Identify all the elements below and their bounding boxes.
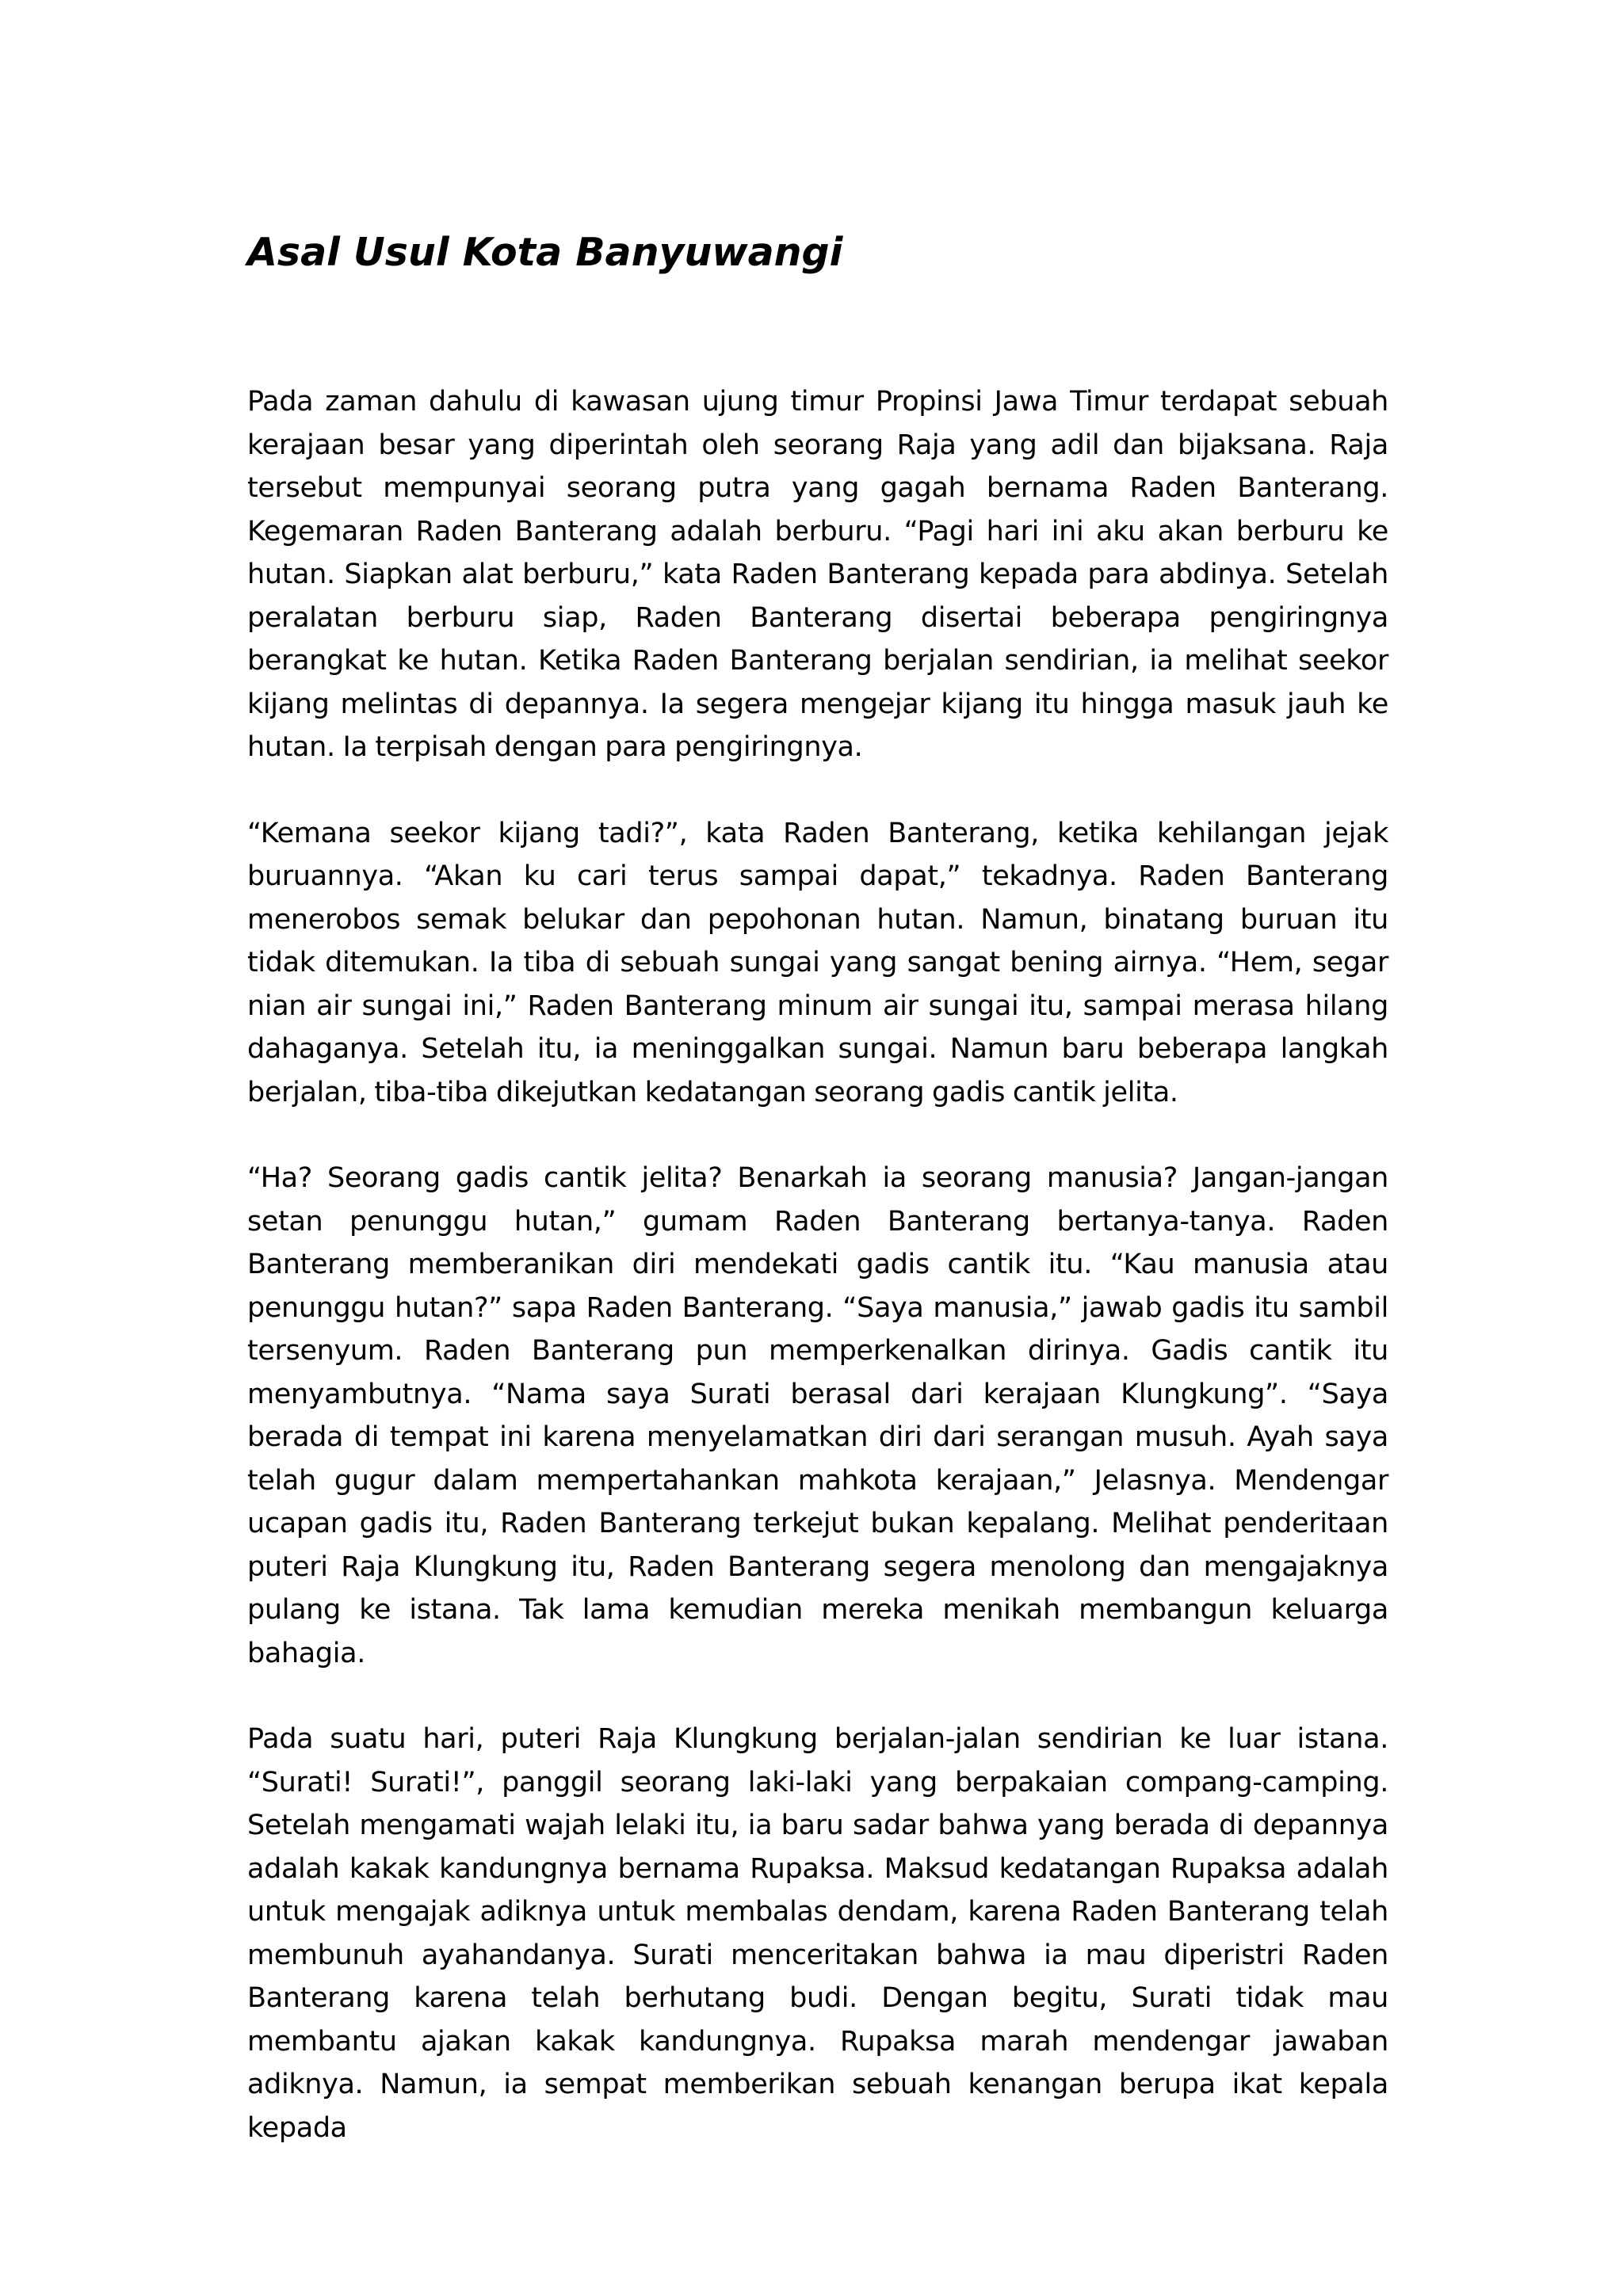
document-title: Asal Usul Kota Banyuwangi (247, 230, 843, 275)
paragraph-3: “Ha? Seorang gadis cantik jelita? Benarkah ia seorang manusia? Jangan-jangan setan penunggu hutan,” gumam Raden Banterang bertanya-tanya. Raden Banterang memberanikan diri mendekati gadis cantik itu. “Kau manusia atau penunggu hutan?” sapa Raden Banterang. “Saya manusia,” jawab gadis itu sambil tersenyum. Raden Banterang pun memperkenalkan dirinya. Gadis cantik itu menyambutnya. “Nama saya Surati berasal dari kerajaan Klungkung”. “Saya berada di tempat ini karena menyelamatkan diri dari serangan musuh. Ayah saya telah gugur dalam mempertahankan mahkota kerajaan,” Jelasnya. Mendengar ucapan gadis itu, Raden Banterang terkejut bukan kepalang. Melihat penderitaan puteri Raja Klungkung itu, Raden Banterang segera menolong dan mengajaknya pulang ke istana. Tak lama kemudian mereka menikah membangun keluarga bahagia. (247, 1162, 1388, 1669)
document-body (247, 380, 1388, 2192)
paragraph-2: “Kemana seekor kijang tadi?”, kata Raden Banterang, ketika kehilangan jejak buruannya. “Akan ku cari terus sampai dapat,” tekadnya. Raden Banterang menerobos semak belukar dan pepohonan hutan. Namun, binatang buruan itu tidak ditemukan. Ia tiba di sebuah sungai yang sangat bening airnya. “Hem, segar nian air sungai ini,” Raden Banterang minum air sungai itu, sampai merasa hilang dahaganya. Setelah itu, ia meninggalkan sungai. Namun baru beberapa langkah berjalan, tiba-tiba dikejutkan kedatangan seorang gadis cantik jelita. (247, 817, 1388, 1108)
paragraph-1: Pada zaman dahulu di kawasan ujung timur Propinsi Jawa Timur terdapat sebuah kerajaan besar yang diperintah oleh seorang Raja yang adil dan bijaksana. Raja tersebut mempunyai seorang putra yang gagah bernama Raden Banterang. Kegemaran Raden Banterang adalah berburu. “Pagi hari ini aku akan berburu ke hutan. Siapkan alat berburu,” kata Raden Banterang kepada para abdinya. Setelah peralatan berburu siap, Raden Banterang disertai beberapa pengiringnya berangkat ke hutan. Ketika Raden Banterang berjalan sendirian, ia melihat seekor kijang melintas di depannya. Ia segera mengejar kijang itu hingga masuk jauh ke hutan. Ia terpisah dengan para pengiringnya. (247, 386, 1388, 763)
paragraph-4: Pada suatu hari, puteri Raja Klungkung berjalan-jalan sendirian ke luar istana. “Surati! Surati!”, panggil seorang laki-laki yang berpakaian compang-camping. Setelah mengamati wajah lelaki itu, ia baru sadar bahwa yang berada di depannya adalah kakak kandungnya bernama Rupaksa. Maksud kedatangan Rupaksa adalah untuk mengajak adiknya untuk membalas dendam, karena Raden Banterang telah membunuh ayahandanya. Surati menceritakan bahwa ia mau diperistri Raden Banterang karena telah berhutang budi. Dengan begitu, Surati tidak mau membantu ajakan kakak kandungnya. Rupaksa marah mendengar jawaban adiknya. Namun, ia sempat memberikan sebuah kenangan berupa ikat kepala kepada (247, 1723, 1388, 2144)
